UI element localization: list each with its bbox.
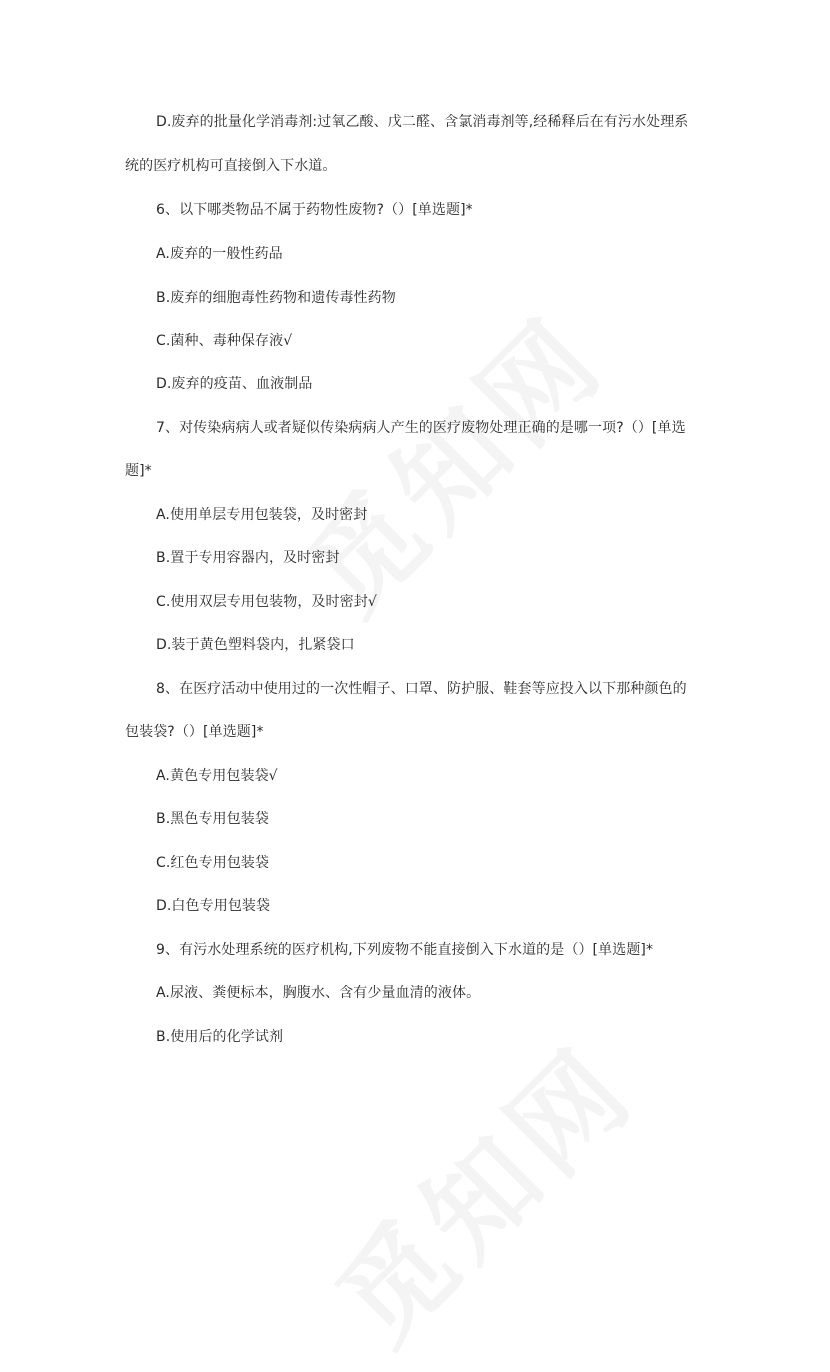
option-a: A.使用单层专用包装袋，及时密封 (156, 507, 368, 523)
option-b: B.置于专用容器内，及时密封 (156, 550, 340, 566)
option-a: A.黄色专用包装袋√ (156, 768, 278, 784)
option-a: A.废弃的一般性药品 (156, 246, 283, 262)
watermark (297, 1006, 663, 1372)
question-8: 8、在医疗活动中使用过的一次性帽子、口罩、防护服、鞋套等应投入以下那种颜色的 (156, 681, 687, 697)
option-c: C.菌种、毒种保存液√ (156, 333, 293, 349)
option-c: C.红色专用包装袋 (156, 855, 270, 871)
watermark (267, 276, 633, 642)
option-b: B.黑色专用包装袋 (156, 811, 269, 827)
question-6: 6、以下哪类物品不属于药物性废物?（）[单选题]* (156, 202, 473, 218)
question-7-continued: 题]* (125, 463, 152, 479)
question-9: 9、有污水处理系统的医疗机构,下列废物不能直接倒入下水道的是（）[单选题]* (156, 942, 654, 958)
option-d: D.白色专用包装袋 (156, 898, 271, 914)
option-d: D.装于黄色塑料袋内，扎紧袋口 (156, 637, 355, 653)
option-text: D.废弃的批量化学消毒剂:过氧乙酸、戊二醛、含氯消毒剂等,经稀释后在有污水处理系 (156, 114, 689, 130)
option-text-continued: 统的医疗机构可直接倒入下水道。 (125, 158, 337, 174)
question-7: 7、对传染病病人或者疑似传染病病人产生的医疗废物处理正确的是哪一项?（）[单选 (156, 420, 686, 436)
question-8-continued: 包装袋?（）[单选题]* (125, 724, 264, 740)
option-d: D.废弃的疫苗、血液制品 (156, 376, 313, 392)
option-b: B.废弃的细胞毒性药物和遗传毒性药物 (156, 290, 396, 306)
option-a: A.尿液、粪便标本，胸腹水、含有少量血清的液体。 (156, 985, 481, 1001)
option-b: B.使用后的化学试剂 (156, 1029, 284, 1045)
option-c: C.使用双层专用包装物，及时密封√ (156, 594, 377, 610)
